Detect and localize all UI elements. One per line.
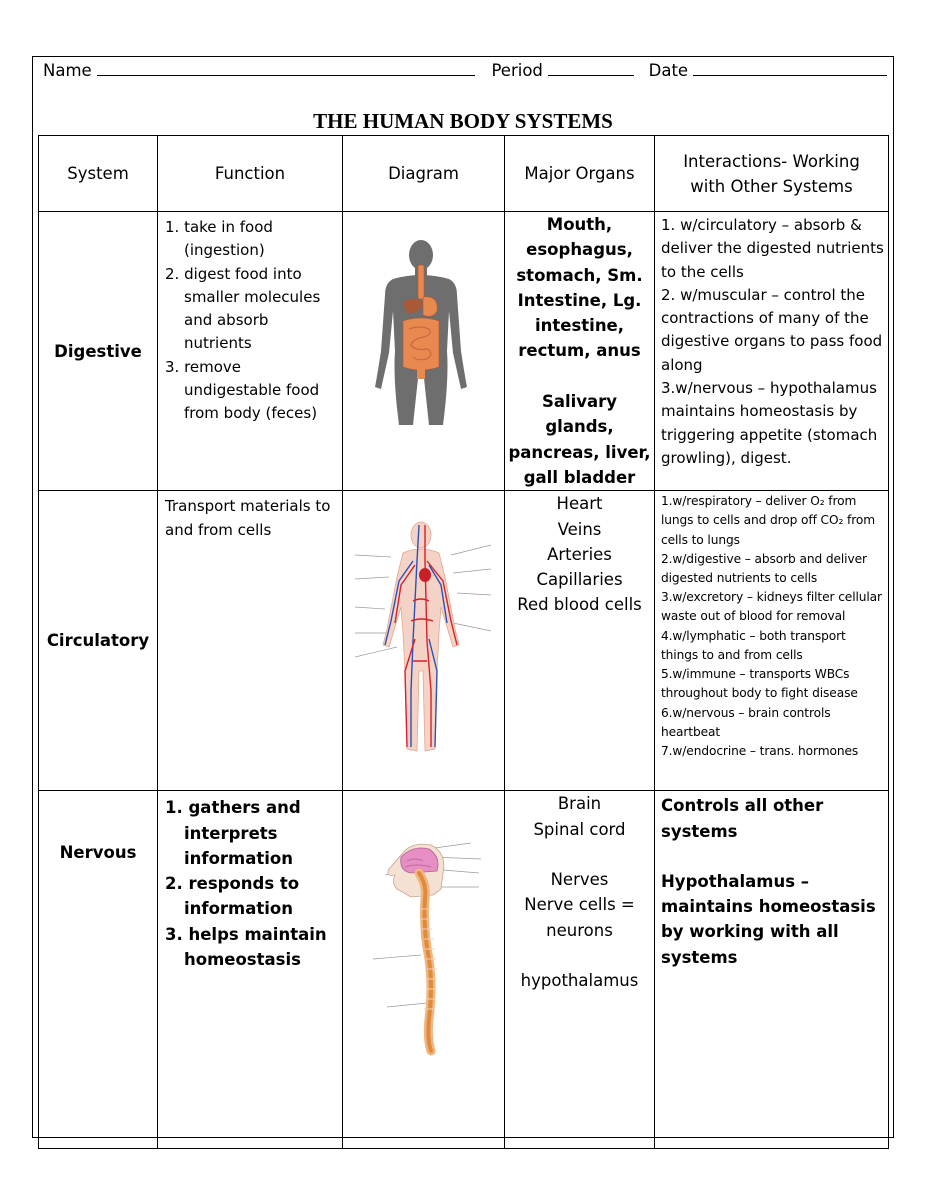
function-cell (158, 491, 343, 791)
interaction-item: Hypothalamus – maintains homeostasis by working with all systems (661, 871, 876, 967)
interaction-item: Controls all other systems (661, 796, 824, 841)
column-header-system: System (39, 136, 158, 212)
function-cell (158, 791, 343, 1149)
column-header-interactions: Interactions- Working with Other Systems (655, 136, 889, 212)
digestive-system-diagram (373, 239, 469, 425)
function-item: 3. remove undigestable food from body (feces) (165, 357, 320, 423)
system-name: Circulatory (39, 491, 158, 791)
function-text: Transport materials to and from cells (165, 497, 331, 539)
interaction-item: 2.w/digestive – absorb and deliver digested nutrients to cells (661, 551, 867, 586)
table-row (39, 791, 889, 1149)
organ-line: Arteries (547, 544, 612, 564)
function-item: 1. take in food (ingestion) (165, 218, 273, 260)
organ-line: intestine, (534, 316, 625, 336)
organ-line: stomach, Sm. (516, 265, 643, 285)
interaction-item: 6.w/nervous – brain controls heartbeat (661, 705, 831, 739)
organ-line: Heart (556, 494, 603, 514)
date-label: Date (648, 61, 689, 80)
organ-line: Veins (557, 519, 602, 539)
interaction-item: 3.w/excretory – kidneys filter cellular waste out of blood for removal (661, 590, 882, 624)
name-field[interactable] (97, 61, 475, 76)
organ-line: Salivary glands, (541, 392, 618, 437)
interaction-item: 3.w/nervous – hypothalamus maintains homeostasis by triggering appetite (stomach growling), digest. (661, 379, 878, 467)
interactions-list (655, 491, 888, 761)
system-name: Digestive (39, 212, 158, 491)
column-header-diagram: Diagram (343, 136, 505, 212)
column-header-function: Function (158, 136, 343, 212)
function-list (158, 791, 342, 972)
interaction-item: 4.w/lymphatic – both transport things to and from cells (661, 628, 846, 662)
organ-line (505, 943, 654, 968)
organ-line: esophagus, (526, 240, 633, 260)
interaction-item: 1. w/circulatory – absorb & deliver the digested nutrients to the cells (661, 216, 884, 281)
interactions-cell (655, 212, 889, 491)
system-name: Nervous (39, 791, 158, 1149)
organ-line: Mouth, (546, 215, 613, 234)
organ-line: gall bladder (523, 467, 636, 487)
nervous-system-diagram (371, 839, 491, 1059)
organs-cell (505, 212, 655, 491)
organ-line: Nerves (550, 870, 609, 890)
interactions-cell (655, 491, 889, 791)
diagram-cell (343, 212, 505, 491)
function-list (158, 212, 342, 426)
page-title: THE HUMAN BODY SYSTEMS (313, 109, 613, 133)
organ-line: pancreas, liver, (508, 442, 651, 462)
organ-line: rectum, anus (518, 341, 641, 361)
function-cell (158, 212, 343, 491)
header-fields (43, 61, 887, 80)
interaction-spacer (661, 844, 884, 869)
interaction-item: 5.w/immune – transports WBCs throughout body to fight disease (661, 667, 858, 701)
table-row (39, 212, 889, 491)
interaction-item: 1.w/respiratory – deliver O₂ from lungs to cells and drop off CO₂ from cells to lungs (661, 494, 875, 547)
organs-cell (505, 491, 655, 791)
interactions-text (655, 791, 888, 970)
organ-line: Capillaries (536, 570, 623, 590)
function-item: 3. helps maintain homeostasis (165, 924, 327, 970)
circulatory-system-diagram (355, 521, 495, 753)
interactions-cell (655, 791, 889, 1149)
systems-table (38, 135, 889, 1149)
worksheet (32, 56, 894, 1138)
organ-line: Red blood cells (517, 595, 642, 615)
date-field[interactable] (693, 61, 887, 76)
organ-line: Intestine, Lg. (517, 290, 642, 310)
interaction-item: 7.w/endocrine – trans. hormones (661, 743, 859, 758)
function-item: 1. gathers and interprets information (165, 798, 301, 868)
table-header-row (39, 136, 889, 212)
name-label: Name (43, 61, 92, 80)
organ-line (505, 364, 654, 389)
column-header-organs: Major Organs (505, 136, 655, 212)
diagram-cell (343, 791, 505, 1149)
period-field[interactable] (548, 61, 634, 76)
function-item: 2. responds to information (165, 874, 300, 919)
organ-line: Brain (557, 794, 602, 814)
organ-line: Spinal cord (533, 819, 626, 839)
function-item: 2. digest food into smaller molecules and absorb nutrients (165, 264, 321, 353)
interaction-item: 2. w/muscular – control the contractions of many of the digestive organs to pass food along (661, 285, 883, 374)
interactions-list (655, 212, 888, 470)
organ-line: Nerve cells = (524, 895, 635, 915)
diagram-cell (343, 491, 505, 791)
table-row (39, 491, 889, 791)
organ-line: neurons (546, 920, 613, 940)
period-label: Period (491, 61, 543, 80)
organs-cell (505, 791, 655, 1149)
organ-line (505, 842, 654, 867)
organ-line: hypothalamus (520, 971, 639, 991)
